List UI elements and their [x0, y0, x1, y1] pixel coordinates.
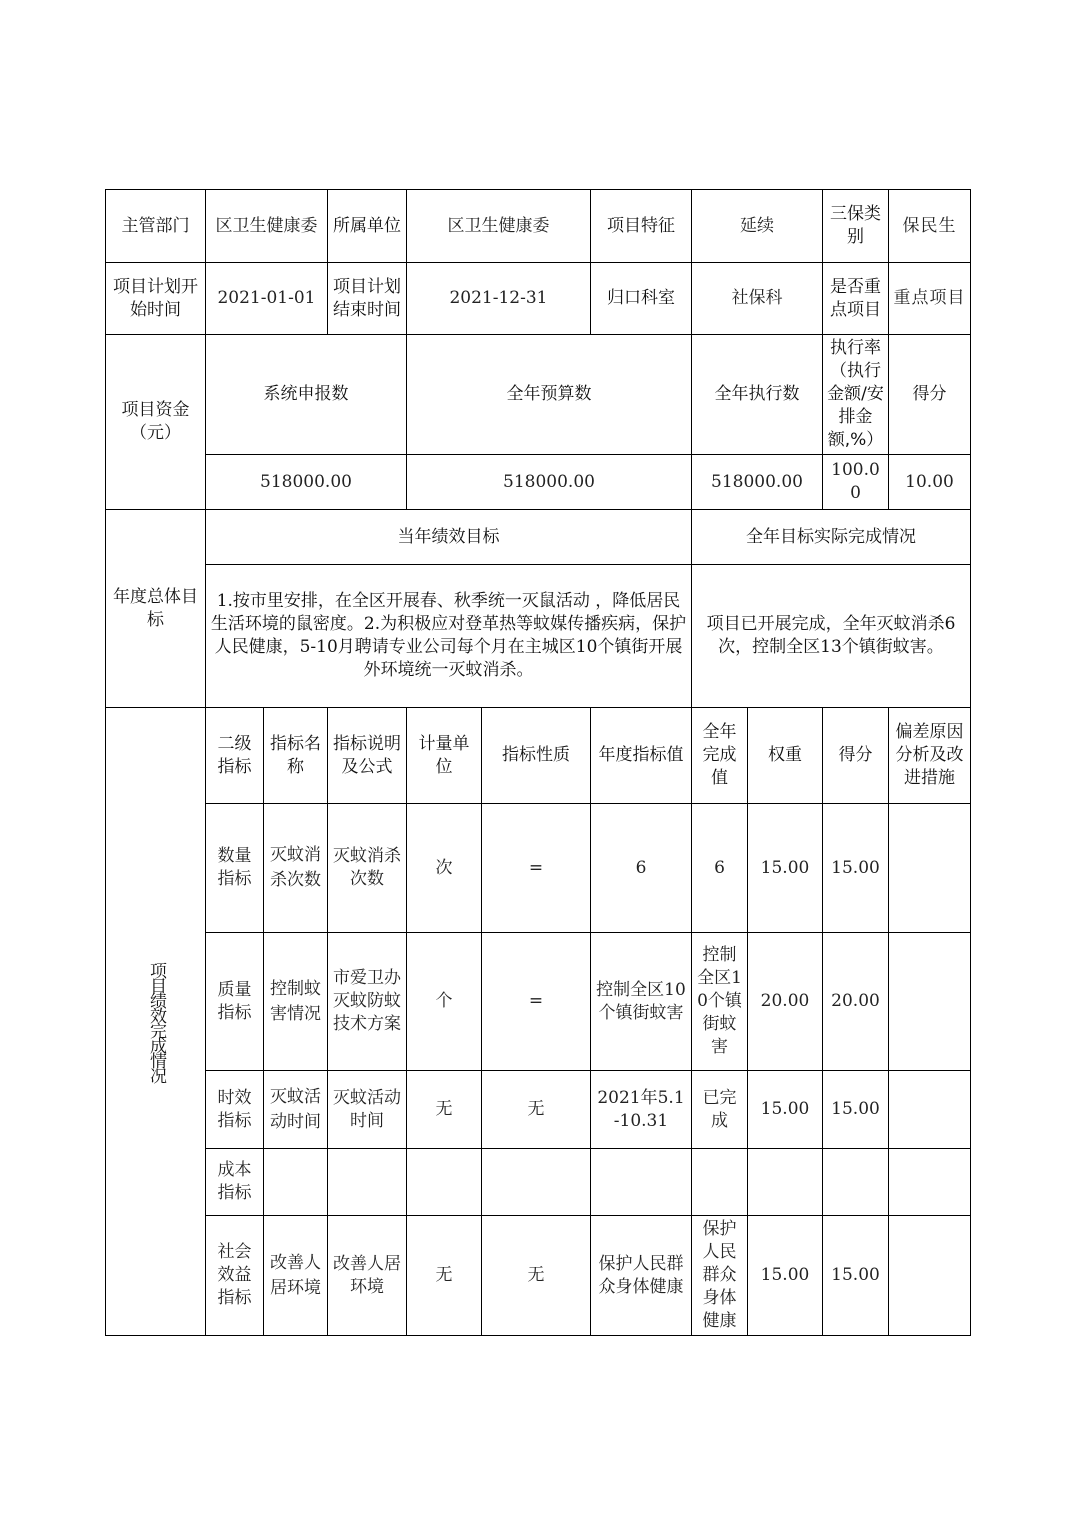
row-nature: 无: [482, 1216, 591, 1336]
row-level2: 时效指标: [206, 1071, 264, 1149]
row-nature: =: [482, 933, 591, 1071]
row-name: 灭蚊活动时间: [264, 1071, 328, 1149]
table-row: [106, 1071, 971, 1149]
dept-value: 区卫生健康委: [206, 190, 328, 263]
category-label: 三保类别: [823, 190, 889, 263]
start-time-label: 项目计划开始时间: [106, 263, 206, 335]
hdr-actual: 全年完成值: [692, 708, 748, 804]
perf-label-cell: [106, 708, 206, 1336]
row-score: 15.00: [823, 804, 889, 933]
annual-text-row: [106, 565, 971, 708]
row-score: 20.00: [823, 933, 889, 1071]
rate-value: 100.00: [823, 455, 889, 510]
row-target: [591, 1149, 692, 1216]
row-unit: 无: [407, 1216, 482, 1336]
declared-value: 518000.00: [206, 455, 407, 510]
office-label: 归口科室: [591, 263, 692, 335]
row-unit: [407, 1149, 482, 1216]
key-project-label: 是否重点项目: [823, 263, 889, 335]
row-target: 保护人民群众身体健康: [591, 1216, 692, 1336]
funds-header-row: [106, 335, 971, 455]
row-weight: 15.00: [748, 1216, 823, 1336]
row-score: 15.00: [823, 1216, 889, 1336]
score-value: 10.00: [889, 455, 971, 510]
row-deviation: [889, 1071, 971, 1149]
office-value: 社保科: [692, 263, 823, 335]
feature-label: 项目特征: [591, 190, 692, 263]
row-name: [264, 1149, 328, 1216]
dept-label: 主管部门: [106, 190, 206, 263]
hdr-level2: 二级指标: [206, 708, 264, 804]
row-score: 15.00: [823, 1071, 889, 1149]
key-project-value: 重点项目: [889, 263, 971, 335]
row-desc: 灭蚊消杀次数: [328, 804, 407, 933]
row-name: 控制蚊害情况: [264, 933, 328, 1071]
row-target: 控制全区10个镇街蚊害: [591, 933, 692, 1071]
row-actual: [692, 1149, 748, 1216]
annual-header-row: [106, 510, 971, 565]
executed-value: 518000.00: [692, 455, 823, 510]
project-performance-table: [105, 189, 971, 1336]
actual-header: 全年目标实际完成情况: [692, 510, 971, 565]
row-unit: 次: [407, 804, 482, 933]
row-level2: 质量指标: [206, 933, 264, 1071]
row-actual: 6: [692, 804, 748, 933]
row-deviation: [889, 804, 971, 933]
target-text: 1.按市里安排，在全区开展春、秋季统一灭鼠活动 ，降低居民生活环境的鼠密度。2.为积极应对登革热等蚊媒传播疾病，保护人民健康，5-10月聘请专业公司每个月在主城区10个镇街开展外环境统一灭蚊消杀。: [206, 565, 692, 708]
hdr-desc: 指标说明及公式: [328, 708, 407, 804]
row-target: 2021年5.1-10.31: [591, 1071, 692, 1149]
table-row: [106, 1216, 971, 1336]
unit-label: 所属单位: [328, 190, 407, 263]
col-budget-header: 全年预算数: [407, 335, 692, 455]
budget-value: 518000.00: [407, 455, 692, 510]
row-nature: [482, 1149, 591, 1216]
row-target: 6: [591, 804, 692, 933]
row-name: 灭蚊消杀次数: [264, 804, 328, 933]
hdr-name: 指标名称: [264, 708, 328, 804]
header-row-2: [106, 263, 971, 335]
target-header: 当年绩效目标: [206, 510, 692, 565]
row-weight: 15.00: [748, 804, 823, 933]
col-rate-header: 执行率（执行金额/安排金额,%）: [823, 335, 889, 455]
perf-label: 项目绩效完成情况: [146, 961, 166, 1082]
row-weight: [748, 1149, 823, 1216]
annual-goal-label: 年度总体目标: [106, 510, 206, 708]
row-name: 改善人居环境: [264, 1216, 328, 1336]
hdr-unit: 计量单位: [407, 708, 482, 804]
end-time-label: 项目计划结束时间: [328, 263, 407, 335]
table-row: [106, 933, 971, 1071]
table-row: [106, 1149, 971, 1216]
perf-header-row: [106, 708, 971, 804]
row-desc: 市爱卫办灭蚊防蚊技术方案: [328, 933, 407, 1071]
row-unit: 无: [407, 1071, 482, 1149]
hdr-score: 得分: [823, 708, 889, 804]
row-weight: 20.00: [748, 933, 823, 1071]
row-deviation: [889, 1216, 971, 1336]
row-deviation: [889, 1149, 971, 1216]
start-time-value: 2021-01-01: [206, 263, 328, 335]
row-desc: 灭蚊活动时间: [328, 1071, 407, 1149]
col-declared-header: 系统申报数: [206, 335, 407, 455]
row-weight: 15.00: [748, 1071, 823, 1149]
row-actual: 已完成: [692, 1071, 748, 1149]
col-score-header: 得分: [889, 335, 971, 455]
header-row-1: [106, 190, 971, 263]
hdr-target: 年度指标值: [591, 708, 692, 804]
row-desc: [328, 1149, 407, 1216]
row-level2: 成本指标: [206, 1149, 264, 1216]
row-desc: 改善人居环境: [328, 1216, 407, 1336]
feature-value: 延续: [692, 190, 823, 263]
row-unit: 个: [407, 933, 482, 1071]
end-time-value: 2021-12-31: [407, 263, 591, 335]
actual-text: 项目已开展完成，全年灭蚊消杀6次，控制全区13个镇街蚊害。: [692, 565, 971, 708]
row-actual: 保护人民群众身体健康: [692, 1216, 748, 1336]
row-score: [823, 1149, 889, 1216]
hdr-weight: 权重: [748, 708, 823, 804]
funds-values-row: [106, 455, 971, 510]
category-value: 保民生: [889, 190, 971, 263]
table-row: [106, 804, 971, 933]
row-level2: 社会效益指标: [206, 1216, 264, 1336]
row-actual: 控制全区10个镇街蚊害: [692, 933, 748, 1071]
hdr-nature: 指标性质: [482, 708, 591, 804]
hdr-deviation: 偏差原因分析及改进措施: [889, 708, 971, 804]
row-deviation: [889, 933, 971, 1071]
row-nature: 无: [482, 1071, 591, 1149]
funds-label: 项目资金（元）: [106, 335, 206, 510]
unit-value: 区卫生健康委: [407, 190, 591, 263]
row-level2: 数量指标: [206, 804, 264, 933]
col-executed-header: 全年执行数: [692, 335, 823, 455]
row-nature: =: [482, 804, 591, 933]
